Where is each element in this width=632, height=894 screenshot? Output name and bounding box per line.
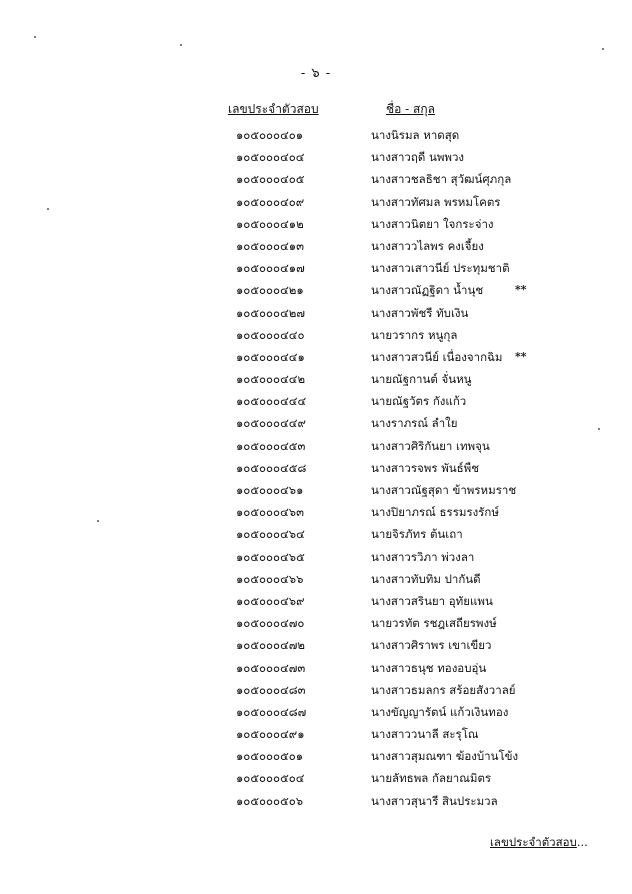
candidate-name: นางสาวธมลกร สร้อยสังวาลย์ bbox=[371, 682, 516, 697]
column-header-exam-id: เลขประจำตัวสอบ bbox=[228, 102, 319, 116]
list-item bbox=[0, 279, 632, 301]
exam-id: ๑๐๕๐๐๐๔๖๙ bbox=[236, 593, 305, 608]
candidate-name: นางสาววนาลี สะรุโณ bbox=[371, 727, 479, 742]
list-item bbox=[0, 368, 632, 390]
scan-speck bbox=[97, 520, 99, 522]
exam-id: ๑๐๕๐๐๐๔๗๒ bbox=[236, 638, 306, 653]
list-item bbox=[0, 790, 632, 812]
list-item bbox=[0, 568, 632, 590]
list-item bbox=[0, 679, 632, 701]
list-item bbox=[0, 479, 632, 501]
candidate-name: นายณัฐกานต์ จั่นหนู bbox=[371, 372, 472, 387]
candidate-name: นางสาวณัฐสุดา ข้าพรหมราช bbox=[371, 483, 517, 497]
list-item bbox=[0, 257, 632, 279]
exam-id: ๑๐๕๐๐๐๔๖๓ bbox=[236, 505, 304, 520]
candidate-name: นางสาวศิริกันยา เทพจุน bbox=[371, 438, 490, 453]
exam-id: ๑๐๕๐๐๐๔๒๑ bbox=[236, 283, 304, 298]
exam-id: ๑๐๕๐๐๐๔๔๒ bbox=[236, 372, 306, 387]
list-item bbox=[0, 324, 632, 346]
list-item bbox=[0, 346, 632, 368]
exam-id: ๑๐๕๐๐๐๔๑๓ bbox=[236, 238, 304, 253]
exam-id: ๑๐๕๐๐๐๔๖๔ bbox=[236, 527, 305, 542]
candidate-list bbox=[0, 124, 632, 812]
candidate-name: นางสาวสุมณฑา ฆ้องบ้านโข้ง bbox=[371, 749, 519, 764]
exam-id: ๑๐๕๐๐๐๔๗๓ bbox=[236, 660, 306, 675]
exam-id: ๑๐๕๐๐๐๔๖๖ bbox=[236, 571, 304, 586]
candidate-name: นางสาวพัชรี ทับเงิน bbox=[371, 305, 469, 320]
candidate-name: นางสาวรวิภา พ่วงลา bbox=[371, 549, 475, 564]
scan-speck bbox=[47, 208, 49, 210]
exam-id: ๑๐๕๐๐๐๔๖๑ bbox=[236, 483, 304, 497]
asterisk-mark: ** bbox=[515, 283, 527, 297]
scan-speck bbox=[34, 36, 36, 38]
list-item bbox=[0, 612, 632, 634]
candidate-name: นางสาวฤดี นพพวง bbox=[371, 150, 465, 165]
continuation-footer bbox=[490, 834, 588, 852]
candidate-name: นายลัทธพล กัลยาณมิตร bbox=[371, 771, 492, 786]
exam-id: ๑๐๕๐๐๐๔๔๙ bbox=[236, 416, 306, 431]
list-item bbox=[0, 723, 632, 745]
exam-id: ๑๐๕๐๐๐๔๐๑ bbox=[236, 128, 304, 142]
exam-id: ๑๐๕๐๐๐๔๕๓ bbox=[236, 438, 306, 453]
list-item bbox=[0, 235, 632, 257]
exam-id: ๑๐๕๐๐๐๔๐๙ bbox=[236, 194, 305, 209]
exam-id: ๑๐๕๐๐๐๕๐๖ bbox=[236, 793, 304, 808]
candidate-name: นางสาวสุนารี สินประมวล bbox=[371, 793, 498, 808]
candidate-name: นางสาววไลพร คงเจี้ยง bbox=[371, 238, 484, 253]
list-item bbox=[0, 701, 632, 723]
candidate-name: นางสาวทัศมล พรหมโคตร bbox=[371, 194, 501, 209]
list-item bbox=[0, 390, 632, 412]
candidate-name: นางสาวชลธิชา สุวัฒน์ศุภกุล bbox=[371, 172, 512, 187]
list-item bbox=[0, 435, 632, 457]
exam-id: ๑๐๕๐๐๐๔๖๕ bbox=[236, 549, 305, 564]
list-item bbox=[0, 745, 632, 767]
list-item bbox=[0, 523, 632, 545]
list-item bbox=[0, 124, 632, 146]
list-item bbox=[0, 767, 632, 789]
list-item bbox=[0, 146, 632, 168]
candidate-name: นางขัญญารัตน์ แก้วเงินทอง bbox=[371, 704, 509, 719]
candidate-name: นายจิรภัทร ต้นเถา bbox=[371, 527, 463, 542]
scan-speck bbox=[180, 44, 182, 46]
candidate-name: นางสาวณัฏฐิดา น้ำนุช bbox=[371, 283, 484, 298]
candidate-name: นางสาวสวนีย์ เนื่องจากฉิม bbox=[371, 349, 503, 364]
list-item bbox=[0, 302, 632, 324]
list-item bbox=[0, 590, 632, 612]
page-number: - ๖ - bbox=[300, 66, 332, 81]
list-item bbox=[0, 657, 632, 679]
continuation-label: เลขประจำตัวสอบ bbox=[490, 835, 577, 849]
exam-id: ๑๐๕๐๐๐๔๐๔ bbox=[236, 150, 305, 165]
exam-id: ๑๐๕๐๐๐๔๔๑ bbox=[236, 349, 305, 364]
candidate-name: นางสาวสรินยา อุทัยแพน bbox=[371, 593, 493, 608]
exam-id: ๑๐๕๐๐๐๔๔๐ bbox=[236, 327, 305, 342]
exam-id: ๑๐๕๐๐๐๕๐๔ bbox=[236, 771, 305, 786]
exam-id: ๑๐๕๐๐๐๔๕๘ bbox=[236, 460, 307, 475]
candidate-name: นางสาวธนุช ทองอบอุ่น bbox=[371, 660, 487, 675]
exam-id: ๑๐๕๐๐๐๔๘๓ bbox=[236, 682, 306, 697]
asterisk-mark: ** bbox=[515, 349, 527, 363]
candidate-name: นางสาวทับทิม ปากันดี bbox=[371, 571, 481, 586]
candidate-name: นางสาวศิราพร เขาเขียว bbox=[371, 638, 492, 653]
list-item bbox=[0, 634, 632, 656]
exam-id: ๑๐๕๐๐๐๔๗๐ bbox=[236, 616, 305, 631]
exam-id: ๑๐๕๐๐๐๔๐๕ bbox=[236, 172, 305, 187]
candidate-name: นางนิรมล หาดสุด bbox=[371, 128, 460, 142]
candidate-name: นางสาวรจพร พันธ์พืช bbox=[371, 460, 480, 475]
candidate-name: นางสาวนิตยา ใจกระจ่าง bbox=[371, 216, 494, 231]
list-item bbox=[0, 168, 632, 190]
candidate-name: นายวรทัต รชฎเสถียรพงษ์ bbox=[371, 616, 497, 631]
list-item bbox=[0, 457, 632, 479]
list-item bbox=[0, 546, 632, 568]
candidate-name: นางสาวเสาวนีย์ ประทุมชาติ bbox=[371, 261, 510, 276]
candidate-name: นายณัฐวัตร กังแก้ว bbox=[371, 394, 467, 409]
exam-id: ๑๐๕๐๐๐๔๒๗ bbox=[236, 305, 306, 320]
list-item bbox=[0, 501, 632, 523]
exam-id: ๑๐๕๐๐๐๔๘๗ bbox=[236, 704, 307, 719]
exam-id: ๑๐๕๐๐๐๔๙๑ bbox=[236, 727, 305, 742]
scan-speck bbox=[602, 48, 604, 50]
list-item bbox=[0, 213, 632, 235]
list-item bbox=[0, 191, 632, 213]
list-item bbox=[0, 412, 632, 434]
candidate-name: นายวรากร หนูกุล bbox=[371, 327, 458, 342]
continuation-ellipsis: ... bbox=[576, 835, 588, 849]
exam-id: ๑๐๕๐๐๐๔๔๔ bbox=[236, 394, 307, 409]
candidate-name: นางราภรณ์ ลำใย bbox=[371, 416, 458, 431]
column-header-full-name: ชื่อ - สกุล bbox=[386, 102, 435, 116]
candidate-name: นางปิยาภรณ์ ธรรมรงรักษ์ bbox=[371, 505, 499, 520]
scan-speck bbox=[598, 428, 600, 430]
exam-id: ๑๐๕๐๐๐๕๐๑ bbox=[236, 749, 304, 764]
exam-id: ๑๐๕๐๐๐๔๑๒ bbox=[236, 216, 304, 231]
exam-id: ๑๐๕๐๐๐๔๑๗ bbox=[236, 261, 305, 276]
